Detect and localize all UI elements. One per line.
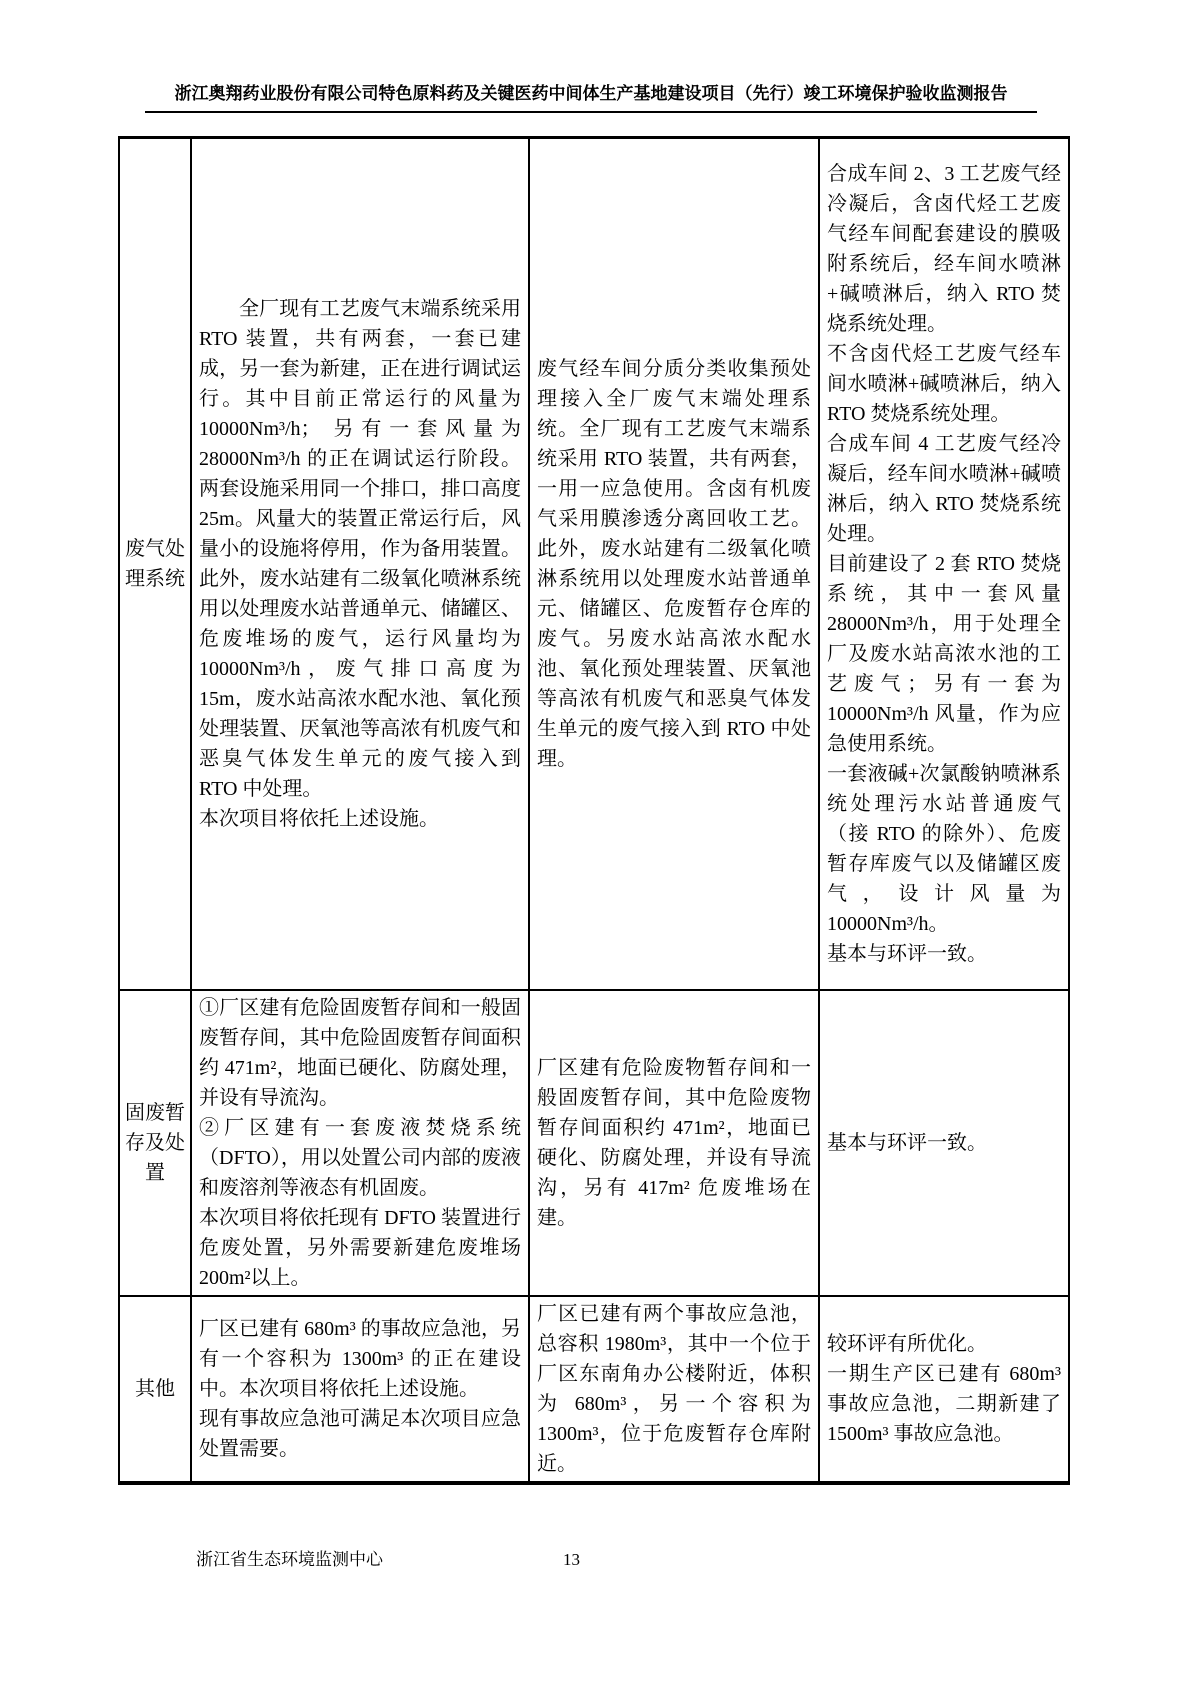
cell-other-col3 (819, 1296, 1069, 1483)
row-label-other: 其他 (119, 1296, 191, 1483)
cell-solid-waste-col2 (529, 990, 819, 1296)
paragraph: ②厂区建有一套废液焚烧系统（DFTO），用以处置公司内部的废液和废溶剂等液态有机固废。 (199, 1116, 521, 1199)
cell-waste-gas-col1 (191, 138, 529, 990)
facilities-comparison-table (118, 136, 1070, 1485)
paragraph: 目前建设了 2 套 RTO 焚烧系统，其中一套风量 28000Nm³/h，用于处理全厂及废水站高浓水池的工艺废气；另有一套为 10000Nm³/h 风量，作为应急使用系统。 (827, 552, 1061, 755)
cell-solid-waste-col1 (191, 990, 529, 1296)
paragraph: 合成车间 4 工艺废气经冷凝后，经车间水喷淋+碱喷淋后，纳入 RTO 焚烧系统处理。 (827, 432, 1061, 545)
cell-other-col2 (529, 1296, 819, 1483)
page-header (145, 82, 1037, 113)
footer-organization: 浙江省生态环境监测中心 (196, 1550, 383, 1569)
paragraph: 不含卤代烃工艺废气经车间水喷淋+碱喷淋后，纳入 RTO 焚烧系统处理。 (827, 342, 1061, 425)
cell-other-col1 (191, 1296, 529, 1483)
row-label-waste-gas-system: 废气处理系统 (119, 138, 191, 990)
cell-waste-gas-col3 (819, 138, 1069, 990)
paragraph: 废气经车间分质分类收集预处理接入全厂废气末端处理系统。全厂现有工艺废气末端系统采用 RTO 装置，共有两套，一用一应急使用。含卤有机废气采用膜渗透分离回收工艺。此外，废水站建有二级氧化喷淋系统用以处理废水站普通单元、储罐区、危废暂存仓库的废气。另废水站高浓水配水池、氧化预处理装置、厌氧池等高浓有机废气和恶臭气体发生单元的废气接入到 RTO 中处理。 (537, 357, 811, 770)
paragraph: ①厂区建有危险固废暂存间和一般固废暂存间，其中危险固废暂存间面积约 471m²，地面已硬化、防腐处理，并设有导流沟。 (199, 996, 521, 1109)
paragraph: 基本与环评一致。 (827, 1131, 987, 1154)
paragraph: 本次项目将依托上述设施。 (199, 807, 439, 830)
paragraph: 一期生产区已建有 680m³ 事故应急池，二期新建了 1500m³ 事故应急池。 (827, 1362, 1061, 1445)
page-number: 13 (563, 1550, 580, 1569)
paragraph: 厂区已建有两个事故应急池，总容积 1980m³，其中一个位于厂区东南角办公楼附近，体积为 680m³，另一个容积为 1300m³，位于危废暂存仓库附近。 (537, 1302, 811, 1475)
paragraph: 全厂现有工艺废气末端系统采用 RTO 装置，共有两套，一套已建成，另一套为新建，正在进行调试运行。其中目前正常运行的风量为10000Nm³/h； 另有一套风量为28000Nm³/h 的正在调试运行阶段。两套设施采用同一个排口，排口高度25m。风量大的装置正常运行后，风量小的设施将停用，作为备用装置。此外，废水站建有二级氧化喷淋系统用以处理废水站普通单元、储罐区、危废堆场的废气，运行风量均为10000Nm³/h，废气排口高度为 15m，废水站高浓水配水池、氧化预处理装置、厌氧池等高浓有机废气和恶臭气体发生单元的废气接入到 RTO 中处理。 (199, 297, 521, 800)
report-title: 浙江奥翔药业股份有限公司特色原料药及关键医药中间体生产基地建设项目（先行）竣工环境保护验收监测报告 (174, 84, 1008, 103)
cell-waste-gas-col2 (529, 138, 819, 990)
paragraph: 基本与环评一致。 (827, 942, 987, 965)
table-row-other (119, 1296, 1069, 1483)
table-row-solid-waste (119, 990, 1069, 1296)
paragraph: 现有事故应急池可满足本次项目应急处置需要。 (199, 1407, 521, 1460)
row-label-solid-waste-storage: 固废暂存及处置 (119, 990, 191, 1296)
paragraph: 厂区已建有 680m³ 的事故应急池，另有一个容积为 1300m³ 的正在建设中。本次项目将依托上述设施。 (199, 1317, 521, 1400)
cell-solid-waste-col3 (819, 990, 1069, 1296)
paragraph: 厂区建有危险废物暂存间和一般固废暂存间，其中危险废物暂存间面积约 471m²，地面已硬化、防腐处理，并设有导流沟，另有 417m² 危废堆场在建。 (537, 1056, 811, 1229)
paragraph: 合成车间 2、3 工艺废气经冷凝后，含卤代烃工艺废气经车间配套建设的膜吸附系统后，经车间水喷淋+碱喷淋后，纳入 RTO 焚烧系统处理。 (827, 162, 1061, 335)
table-row-waste-gas (119, 138, 1069, 990)
paragraph: 本次项目将依托现有 DFTO 装置进行危废处置，另外需要新建危废堆场200m²以上。 (199, 1206, 521, 1289)
paragraph: 较环评有所优化。 (827, 1332, 987, 1355)
paragraph: 一套液碱+次氯酸钠喷淋系统处理污水站普通废气（接 RTO 的除外）、危废暂存库废气以及储罐区废气，设计风量为 10000Nm³/h。 (827, 762, 1061, 935)
